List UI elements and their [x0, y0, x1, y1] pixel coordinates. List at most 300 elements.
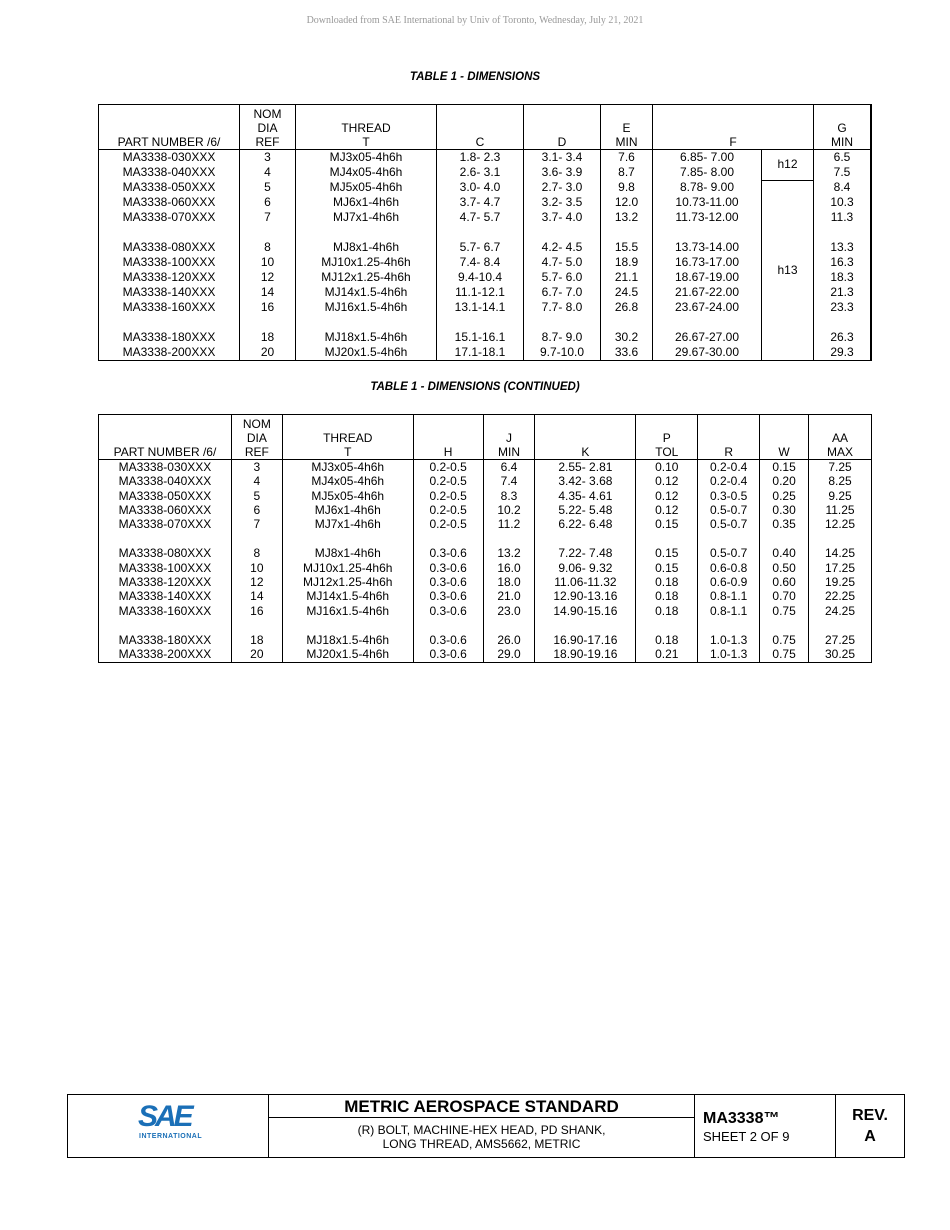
sheet-number: SHEET 2 OF 9: [703, 1129, 790, 1144]
spacer-cell: [698, 618, 760, 633]
k-cell: 18.90-19.16: [535, 647, 636, 662]
nom-dia-cell: 5: [231, 489, 282, 503]
spacer-cell: [760, 618, 809, 633]
part-number-cell: MA3338-060XXX: [99, 195, 240, 210]
k-cell: 12.90-13.16: [535, 589, 636, 603]
aa-cell: 7.25: [809, 460, 872, 475]
part-number-cell: MA3338-080XXX: [99, 240, 240, 255]
spacer-cell: [601, 225, 653, 240]
g-cell: 7.5: [814, 165, 871, 180]
f-cell: 8.78- 9.00: [653, 180, 762, 195]
thread-cell: MJ8x1-4h6h: [282, 546, 413, 560]
j-cell: 13.2: [483, 546, 535, 560]
part-number-cell: MA3338-050XXX: [99, 180, 240, 195]
r-cell: 0.2-0.4: [698, 474, 760, 488]
table-row: [99, 300, 872, 315]
sae-logo: [136, 1101, 204, 1149]
part-number-cell: MA3338-140XXX: [99, 285, 240, 300]
j-cell: 23.0: [483, 604, 535, 618]
table-row: [99, 589, 872, 603]
part-number-cell: MA3338-200XXX: [99, 647, 232, 662]
e-cell: 12.0: [601, 195, 653, 210]
table-row: [99, 255, 872, 270]
header-d: D: [524, 105, 601, 150]
g-cell: 11.3: [814, 210, 871, 225]
p-cell: 0.18: [636, 633, 698, 647]
f-cell: 26.67-27.00: [653, 330, 762, 345]
j-cell: 29.0: [483, 647, 535, 662]
g-cell: 8.4: [814, 180, 871, 195]
document-id-cell: [695, 1095, 836, 1157]
thread-cell: MJ7x1-4h6h: [282, 517, 413, 531]
header-nom-dia-ref: NOM DIA REF: [231, 415, 282, 460]
header-c: C: [437, 105, 524, 150]
e-cell: 7.6: [601, 150, 653, 166]
f-cell: 11.73-12.00: [653, 210, 762, 225]
spacer-cell: [296, 315, 437, 330]
r-cell: 0.2-0.4: [698, 460, 760, 475]
r-cell: 0.5-0.7: [698, 517, 760, 531]
table-row: [99, 604, 872, 618]
k-cell: 16.90-17.16: [535, 633, 636, 647]
table2-header-row: [99, 415, 872, 460]
nom-dia-cell: 16: [231, 604, 282, 618]
table-row: [99, 150, 872, 166]
aa-cell: 17.25: [809, 561, 872, 575]
k-cell: 6.22- 6.48: [535, 517, 636, 531]
row-spacer: [99, 618, 872, 633]
tolerance-class-h12: h12: [762, 150, 814, 181]
nom-dia-cell: 7: [231, 517, 282, 531]
spacer-cell: [524, 225, 601, 240]
d-cell: 3.1- 3.4: [524, 150, 601, 166]
nom-dia-cell: 14: [240, 285, 296, 300]
e-cell: 21.1: [601, 270, 653, 285]
part-number-cell: MA3338-180XXX: [99, 633, 232, 647]
d-cell: 7.7- 8.0: [524, 300, 601, 315]
f-cell: 18.67-19.00: [653, 270, 762, 285]
part-number-cell: MA3338-100XXX: [99, 561, 232, 575]
d-cell: 3.7- 4.0: [524, 210, 601, 225]
spacer-cell: [437, 225, 524, 240]
part-number-cell: MA3338-040XXX: [99, 165, 240, 180]
table-row: [99, 210, 872, 225]
spacer-cell: [601, 315, 653, 330]
f-cell: 13.73-14.00: [653, 240, 762, 255]
table-row: [99, 575, 872, 589]
g-cell: 26.3: [814, 330, 871, 345]
nom-dia-cell: 18: [231, 633, 282, 647]
thread-cell: MJ7x1-4h6h: [296, 210, 437, 225]
w-cell: 0.75: [760, 647, 809, 662]
header-nom-dia-ref: NOM DIA REF: [240, 105, 296, 150]
w-cell: 0.75: [760, 633, 809, 647]
p-cell: 0.18: [636, 604, 698, 618]
thread-cell: MJ18x1.5-4h6h: [282, 633, 413, 647]
c-cell: 5.7- 6.7: [437, 240, 524, 255]
h-cell: 0.2-0.5: [413, 517, 483, 531]
thread-cell: MJ4x05-4h6h: [282, 474, 413, 488]
k-cell: 9.06- 9.32: [535, 561, 636, 575]
nom-dia-cell: 12: [231, 575, 282, 589]
h-cell: 0.3-0.6: [413, 589, 483, 603]
title-block: [67, 1094, 905, 1158]
k-cell: 11.06-11.32: [535, 575, 636, 589]
r-cell: 0.8-1.1: [698, 604, 760, 618]
w-cell: 0.40: [760, 546, 809, 560]
c-cell: 17.1-18.1: [437, 345, 524, 361]
table-row: [99, 517, 872, 531]
thread-cell: MJ14x1.5-4h6h: [296, 285, 437, 300]
c-cell: 1.8- 2.3: [437, 150, 524, 166]
part-description: (R) BOLT, MACHINE-HEX HEAD, PD SHANK, LONG THREAD, AMS5662, METRIC: [357, 1123, 606, 1151]
nom-dia-cell: 12: [240, 270, 296, 285]
g-cell: 16.3: [814, 255, 871, 270]
d-cell: 9.7-10.0: [524, 345, 601, 361]
nom-dia-cell: 5: [240, 180, 296, 195]
table-row: [99, 546, 872, 560]
e-cell: 30.2: [601, 330, 653, 345]
aa-cell: 22.25: [809, 589, 872, 603]
p-cell: 0.12: [636, 489, 698, 503]
nom-dia-cell: 7: [240, 210, 296, 225]
g-cell: 18.3: [814, 270, 871, 285]
aa-cell: 9.25: [809, 489, 872, 503]
part-number-cell: MA3338-120XXX: [99, 270, 240, 285]
header-k: K: [535, 415, 636, 460]
h-cell: 0.3-0.6: [413, 561, 483, 575]
logo-cell: [68, 1095, 269, 1157]
header-j-min: J MIN: [483, 415, 535, 460]
r-cell: 0.8-1.1: [698, 589, 760, 603]
g-cell: 29.3: [814, 345, 871, 361]
table-row: [99, 647, 872, 662]
thread-cell: MJ3x05-4h6h: [282, 460, 413, 475]
nom-dia-cell: 10: [231, 561, 282, 575]
h-cell: 0.3-0.6: [413, 575, 483, 589]
table1-header-row: [99, 105, 872, 150]
part-number-cell: MA3338-160XXX: [99, 604, 232, 618]
k-cell: 4.35- 4.61: [535, 489, 636, 503]
e-cell: 9.8: [601, 180, 653, 195]
spacer-cell: [437, 315, 524, 330]
part-number-cell: MA3338-060XXX: [99, 503, 232, 517]
f-cell: 10.73-11.00: [653, 195, 762, 210]
d-cell: 5.7- 6.0: [524, 270, 601, 285]
h-cell: 0.3-0.6: [413, 546, 483, 560]
e-cell: 15.5: [601, 240, 653, 255]
thread-cell: MJ14x1.5-4h6h: [282, 589, 413, 603]
document-id: MA3338™: [703, 1110, 780, 1127]
header-thread: THREAD T: [282, 415, 413, 460]
row-spacer: [99, 225, 872, 240]
spacer-cell: [636, 531, 698, 546]
table-row: [99, 330, 872, 345]
d-cell: 4.2- 4.5: [524, 240, 601, 255]
table2-title: TABLE 1 - DIMENSIONS (CONTINUED): [370, 381, 580, 393]
spacer-cell: [871, 315, 872, 330]
d-cell: 6.7- 7.0: [524, 285, 601, 300]
h-cell: 0.3-0.6: [413, 647, 483, 662]
g-cell: 10.3: [814, 195, 871, 210]
header-thread: THREAD T: [296, 105, 437, 150]
dimensions-continued-table: [98, 414, 872, 663]
w-cell: 0.70: [760, 589, 809, 603]
spacer-cell: [282, 618, 413, 633]
spacer-cell: [483, 531, 535, 546]
spacer-cell: [99, 225, 240, 240]
table-row: [99, 165, 872, 180]
spacer-cell: [231, 618, 282, 633]
part-number-cell: MA3338-080XXX: [99, 546, 232, 560]
spacer-cell: [240, 225, 296, 240]
j-cell: 7.4: [483, 474, 535, 488]
part-number-cell: MA3338-050XXX: [99, 489, 232, 503]
spacer-cell: [809, 618, 872, 633]
table-row: [99, 503, 872, 517]
e-cell: 8.7: [601, 165, 653, 180]
j-cell: 10.2: [483, 503, 535, 517]
k-cell: 7.22- 7.48: [535, 546, 636, 560]
standard-cell: [269, 1095, 695, 1157]
d-cell: 2.7- 3.0: [524, 180, 601, 195]
nom-dia-cell: 6: [240, 195, 296, 210]
spacer-cell: [535, 618, 636, 633]
f-cell: 7.85- 8.00: [653, 165, 762, 180]
c-cell: 13.1-14.1: [437, 300, 524, 315]
part-number-cell: MA3338-180XXX: [99, 330, 240, 345]
spacer-cell: [636, 618, 698, 633]
p-cell: 0.10: [636, 460, 698, 475]
e-cell: 13.2: [601, 210, 653, 225]
k-cell: 2.55- 2.81: [535, 460, 636, 475]
e-cell: 24.5: [601, 285, 653, 300]
f-cell: 29.67-30.00: [653, 345, 762, 361]
part-number-cell: MA3338-070XXX: [99, 517, 232, 531]
table-row: [99, 180, 872, 195]
thread-cell: MJ8x1-4h6h: [296, 240, 437, 255]
r-cell: 1.0-1.3: [698, 633, 760, 647]
header-aa-max: AA MAX: [809, 415, 872, 460]
d-cell: 4.7- 5.0: [524, 255, 601, 270]
table-row: [99, 460, 872, 475]
nom-dia-cell: 8: [240, 240, 296, 255]
part-number-cell: MA3338-160XXX: [99, 300, 240, 315]
j-cell: 11.2: [483, 517, 535, 531]
spacer-cell: [814, 315, 871, 330]
r-cell: 0.5-0.7: [698, 503, 760, 517]
c-cell: 4.7- 5.7: [437, 210, 524, 225]
tolerance-class-h13: h13: [762, 180, 814, 361]
r-cell: 0.6-0.8: [698, 561, 760, 575]
w-cell: 0.25: [760, 489, 809, 503]
j-cell: 26.0: [483, 633, 535, 647]
revision-cell: [836, 1095, 904, 1157]
w-cell: 0.60: [760, 575, 809, 589]
aa-cell: 24.25: [809, 604, 872, 618]
d-cell: 8.7- 9.0: [524, 330, 601, 345]
header-part-number: PART NUMBER /6/: [99, 105, 240, 150]
j-cell: 6.4: [483, 460, 535, 475]
c-cell: 3.0- 4.0: [437, 180, 524, 195]
spacer-cell: [413, 618, 483, 633]
spacer-cell: [99, 315, 240, 330]
j-cell: 16.0: [483, 561, 535, 575]
thread-cell: MJ6x1-4h6h: [282, 503, 413, 517]
e-cell: 18.9: [601, 255, 653, 270]
j-cell: 21.0: [483, 589, 535, 603]
nom-dia-cell: 3: [240, 150, 296, 166]
p-cell: 0.21: [636, 647, 698, 662]
nom-dia-cell: 10: [240, 255, 296, 270]
g-cell: 23.3: [814, 300, 871, 315]
nom-dia-cell: 14: [231, 589, 282, 603]
f-cell: 16.73-17.00: [653, 255, 762, 270]
thread-cell: MJ18x1.5-4h6h: [296, 330, 437, 345]
c-cell: 11.1-12.1: [437, 285, 524, 300]
c-cell: 7.4- 8.4: [437, 255, 524, 270]
dimensions-table: [98, 104, 872, 361]
e-cell: 33.6: [601, 345, 653, 361]
download-watermark: Downloaded from SAE International by Univ of Toronto, Wednesday, July 21, 2021: [306, 15, 644, 26]
spacer-cell: [99, 618, 232, 633]
thread-cell: MJ20x1.5-4h6h: [296, 345, 437, 361]
d-cell: 3.2- 3.5: [524, 195, 601, 210]
h-cell: 0.3-0.6: [413, 604, 483, 618]
header-w: W: [760, 415, 809, 460]
nom-dia-cell: 4: [231, 474, 282, 488]
header-f: F: [653, 105, 814, 150]
spacer-cell: [698, 531, 760, 546]
spacer-cell: [296, 225, 437, 240]
table-row: [99, 270, 872, 285]
table-row: [99, 195, 872, 210]
c-cell: 9.4-10.4: [437, 270, 524, 285]
part-number-cell: MA3338-120XXX: [99, 575, 232, 589]
k-cell: 14.90-15.16: [535, 604, 636, 618]
part-number-cell: MA3338-070XXX: [99, 210, 240, 225]
g-cell: 6.5: [814, 150, 871, 166]
header-g-min: G MIN: [814, 105, 871, 150]
logo-letters: SAE: [138, 1100, 191, 1133]
spacer-cell: [653, 225, 762, 240]
part-number-cell: MA3338-030XXX: [99, 460, 232, 475]
header-part-number: PART NUMBER /6/: [99, 415, 232, 460]
thread-cell: MJ6x1-4h6h: [296, 195, 437, 210]
header-h: H: [413, 415, 483, 460]
thread-cell: MJ5x05-4h6h: [282, 489, 413, 503]
spacer-cell: [653, 315, 762, 330]
aa-cell: 8.25: [809, 474, 872, 488]
thread-cell: MJ20x1.5-4h6h: [282, 647, 413, 662]
p-cell: 0.15: [636, 546, 698, 560]
aa-cell: 19.25: [809, 575, 872, 589]
nom-dia-cell: 18: [240, 330, 296, 345]
part-number-cell: MA3338-030XXX: [99, 150, 240, 166]
thread-cell: MJ10x1.25-4h6h: [282, 561, 413, 575]
thread-cell: MJ12x1.25-4h6h: [296, 270, 437, 285]
w-cell: 0.35: [760, 517, 809, 531]
h-cell: 0.3-0.6: [413, 633, 483, 647]
c-cell: 15.1-16.1: [437, 330, 524, 345]
spacer-cell: [483, 618, 535, 633]
w-cell: 0.30: [760, 503, 809, 517]
table-row: [99, 345, 872, 361]
spacer-cell: [413, 531, 483, 546]
p-cell: 0.15: [636, 517, 698, 531]
thread-cell: MJ16x1.5-4h6h: [282, 604, 413, 618]
p-cell: 0.12: [636, 474, 698, 488]
revision: REV. A: [852, 1107, 888, 1145]
thread-cell: MJ5x05-4h6h: [296, 180, 437, 195]
spacer-cell: [524, 315, 601, 330]
spacer-cell: [535, 531, 636, 546]
nom-dia-cell: 8: [231, 546, 282, 560]
thread-cell: MJ12x1.25-4h6h: [282, 575, 413, 589]
standard-title: METRIC AEROSPACE STANDARD: [269, 1095, 694, 1118]
w-cell: 0.20: [760, 474, 809, 488]
table-row: [99, 474, 872, 488]
c-cell: 2.6- 3.1: [437, 165, 524, 180]
r-cell: 0.5-0.7: [698, 546, 760, 560]
table-row: [99, 240, 872, 255]
table-row: [99, 633, 872, 647]
r-cell: 0.3-0.5: [698, 489, 760, 503]
w-cell: 0.75: [760, 604, 809, 618]
row-spacer: [99, 315, 872, 330]
row-spacer: [99, 531, 872, 546]
d-cell: 3.6- 3.9: [524, 165, 601, 180]
c-cell: 3.7- 4.7: [437, 195, 524, 210]
logo-subtitle: INTERNATIONAL: [139, 1133, 203, 1140]
e-cell: 26.8: [601, 300, 653, 315]
nom-dia-cell: 16: [240, 300, 296, 315]
k-cell: 5.22- 5.48: [535, 503, 636, 517]
table1-title: TABLE 1 - DIMENSIONS: [409, 71, 541, 83]
header-r: R: [698, 415, 760, 460]
thread-cell: MJ4x05-4h6h: [296, 165, 437, 180]
spacer-cell: [814, 225, 871, 240]
table-row: [99, 285, 872, 300]
g-cell: 13.3: [814, 240, 871, 255]
spacer-cell: [871, 225, 872, 240]
h-cell: 0.2-0.5: [413, 503, 483, 517]
j-cell: 8.3: [483, 489, 535, 503]
g-cell: 21.3: [814, 285, 871, 300]
h-cell: 0.2-0.5: [413, 474, 483, 488]
nom-dia-cell: 20: [240, 345, 296, 361]
nom-dia-cell: 3: [231, 460, 282, 475]
part-number-cell: MA3338-140XXX: [99, 589, 232, 603]
spacer-cell: [231, 531, 282, 546]
table-row: [99, 489, 872, 503]
thread-cell: MJ16x1.5-4h6h: [296, 300, 437, 315]
thread-cell: MJ10x1.25-4h6h: [296, 255, 437, 270]
j-cell: 18.0: [483, 575, 535, 589]
p-cell: 0.18: [636, 575, 698, 589]
p-cell: 0.12: [636, 503, 698, 517]
nom-dia-cell: 4: [240, 165, 296, 180]
aa-cell: 11.25: [809, 503, 872, 517]
part-number-cell: MA3338-100XXX: [99, 255, 240, 270]
aa-cell: 12.25: [809, 517, 872, 531]
aa-cell: 14.25: [809, 546, 872, 560]
spacer-cell: [282, 531, 413, 546]
spacer-cell: [760, 531, 809, 546]
r-cell: 0.6-0.9: [698, 575, 760, 589]
f-cell: 23.67-24.00: [653, 300, 762, 315]
spacer-cell: [99, 531, 232, 546]
